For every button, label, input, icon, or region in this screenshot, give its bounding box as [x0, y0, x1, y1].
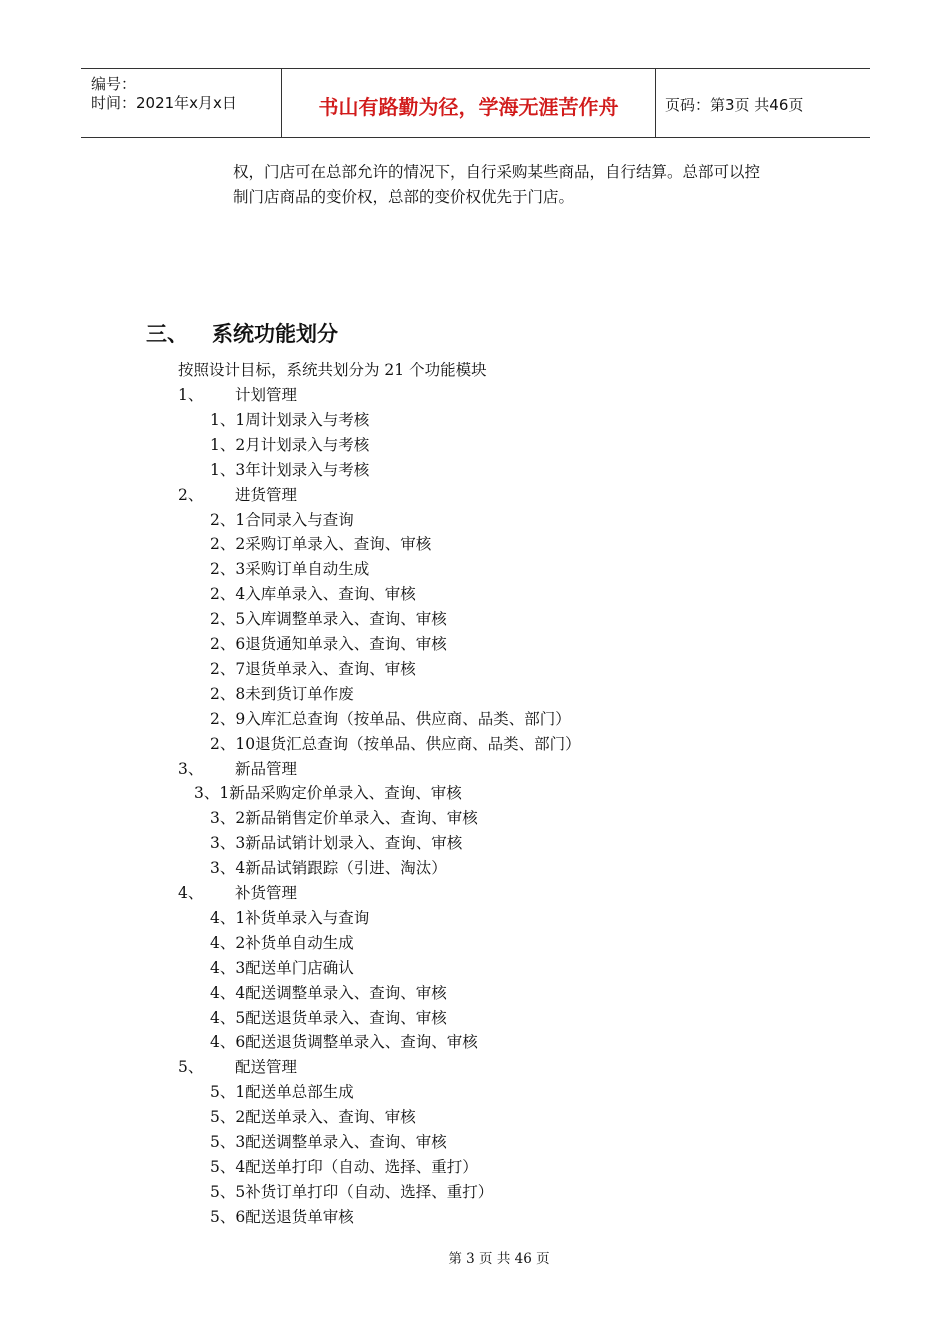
submodule-item: 5、6配送退货单审核: [210, 1207, 354, 1226]
page-info: 页码：第3页 共46页: [665, 96, 804, 114]
submodule-item: 2、9入库汇总查询（按单品、供应商、品类、部门）: [210, 709, 571, 728]
section-number: 三、: [146, 322, 188, 346]
submodule-item: 5、2配送单录入、查询、审核: [210, 1108, 416, 1127]
header-right-cell: [655, 69, 870, 137]
submodule-item: 2、3采购订单自动生成: [210, 560, 370, 579]
module-heading: [178, 385, 297, 405]
header-motto-cell: [281, 69, 656, 137]
section-summary: 按照设计目标，系统共划分为 21 个功能模块: [178, 361, 487, 379]
submodule-item: 2、4入库单录入、查询、审核: [210, 585, 416, 604]
submodule-item: 2、5入库调整单录入、查询、审核: [210, 610, 447, 629]
module-name: 配送管理: [235, 1058, 298, 1077]
time-label: 时间：2021年x月x日: [91, 94, 237, 112]
submodule-item: 2、8未到货订单作废: [210, 684, 354, 703]
submodule-item: 3、1新品采购定价单录入、查询、审核: [194, 784, 462, 803]
submodule-item: 3、3新品试销计划录入、查询、审核: [210, 834, 463, 853]
submodule-item: 4、2补货单自动生成: [210, 933, 354, 952]
section-title: 系统功能划分: [212, 322, 338, 346]
intro-line-2: 制门店商品的变价权，总部的变价权优先于门店。: [233, 188, 575, 206]
submodule-item: 1、1周计划录入与考核: [210, 410, 370, 429]
header-left-cell: [81, 69, 281, 137]
submodule-item: 4、5配送退货单录入、查询、审核: [210, 1008, 447, 1027]
module-name: 计划管理: [235, 386, 298, 404]
intro-line-1: 权，门店可在总部允许的情况下，自行采购某些商品，自行结算。总部可以控: [233, 163, 761, 181]
module-number: 3、: [178, 759, 204, 778]
submodule-item: 2、6退货通知单录入、查询、审核: [210, 635, 447, 653]
submodule-item: 2、10退货汇总查询（按单品、供应商、品类、部门）: [210, 734, 581, 753]
motto: 书山有路勤为径，学海无涯苦作舟: [318, 95, 619, 119]
page-footer: 第 3 页 共 46 页: [448, 1251, 550, 1267]
page-header: [81, 68, 870, 138]
submodule-item: 1、2月计划录入与考核: [210, 435, 370, 454]
module-heading: [178, 883, 297, 903]
code-label: 编号：: [91, 75, 137, 93]
module-heading: [178, 1057, 297, 1077]
submodule-item: 5、5补货订单打印（自动、选择、重打）: [210, 1182, 494, 1201]
submodule-item: 5、4配送单打印（自动、选择、重打）: [210, 1157, 478, 1176]
module-number: 4、: [178, 884, 204, 902]
submodule-item: 4、6配送退货调整单录入、查询、审核: [210, 1033, 478, 1052]
module-number: 5、: [178, 1058, 204, 1077]
submodule-item: 5、1配送单总部生成: [210, 1083, 354, 1102]
submodule-item: 2、7退货单录入、查询、审核: [210, 659, 416, 678]
submodule-item: 2、2采购订单录入、查询、审核: [210, 535, 432, 554]
module-name: 进货管理: [235, 485, 298, 504]
submodule-item: 4、4配送调整单录入、查询、审核: [210, 983, 447, 1002]
submodule-item: 1、3年计划录入与考核: [210, 460, 370, 479]
module-number: 1、: [178, 386, 204, 404]
submodule-item: 3、4新品试销跟踪（引进、淘汰）: [210, 859, 447, 878]
module-name: 补货管理: [235, 884, 298, 902]
submodule-item: 3、2新品销售定价单录入、查询、审核: [210, 809, 478, 828]
submodule-item: 5、3配送调整单录入、查询、审核: [210, 1133, 447, 1151]
module-name: 新品管理: [235, 759, 298, 778]
module-number: 2、: [178, 485, 204, 504]
section-heading: [146, 318, 338, 348]
submodule-item: 4、3配送单门店确认: [210, 958, 354, 977]
module-heading: [178, 759, 297, 779]
submodule-item: 4、1补货单录入与查询: [210, 908, 370, 927]
module-heading: [178, 485, 297, 505]
submodule-item: 2、1合同录入与查询: [210, 510, 354, 529]
